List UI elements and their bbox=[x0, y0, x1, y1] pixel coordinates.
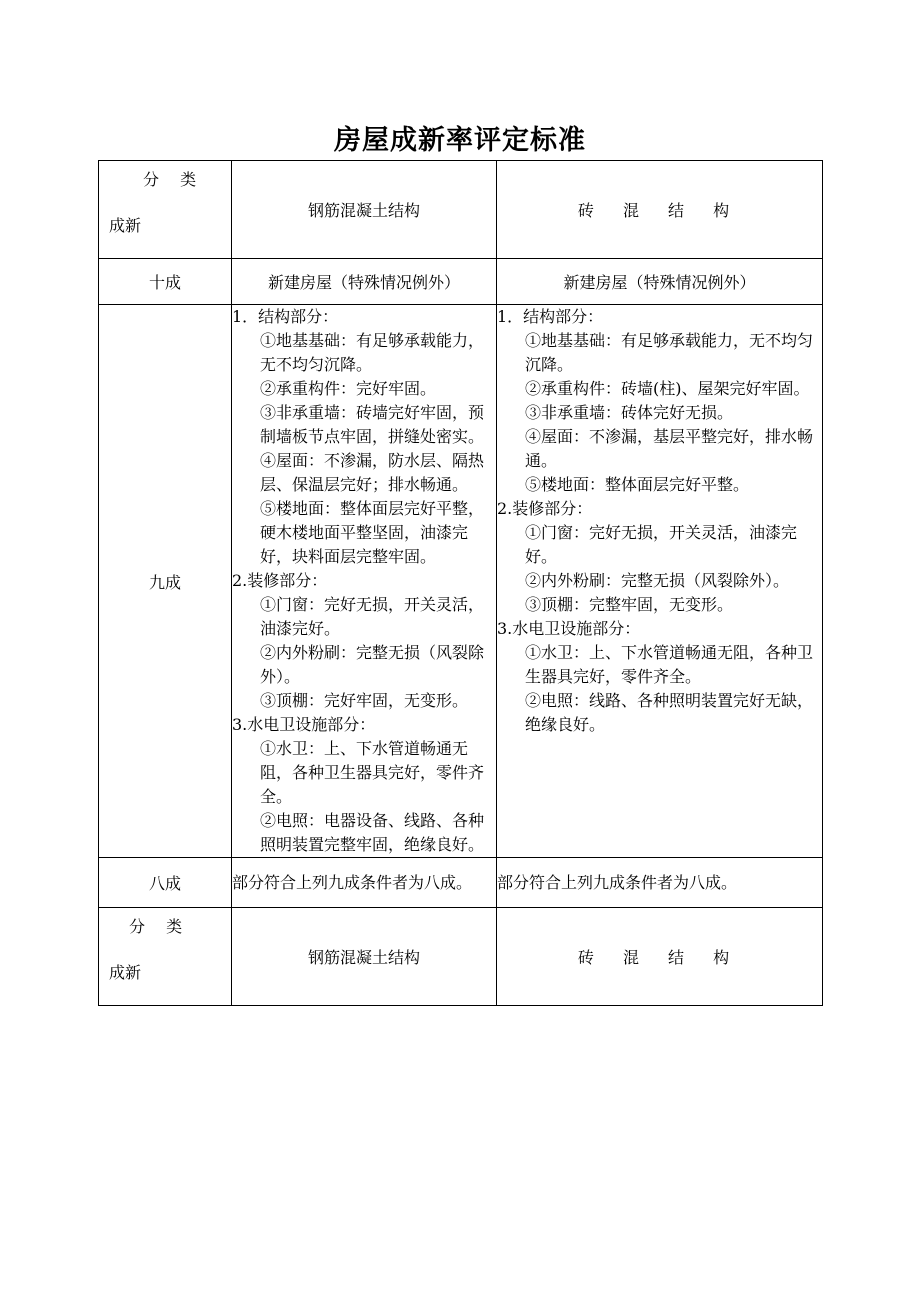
criteria-item: ③非承重墙：砖体完好无损。 bbox=[525, 403, 734, 422]
criteria-item: ⑤楼地面：整体面层完好平整，硬木楼地面平整坚固，油漆完好，块料面层完整牢固。 bbox=[260, 499, 485, 566]
criteria-heading: 2.装修部分： bbox=[232, 571, 328, 590]
grade-ten-label: 十成 bbox=[99, 259, 232, 305]
criteria-item: ①水卫：上、下水管道畅通无阻，各种卫生器具完好，零件齐全。 bbox=[525, 643, 814, 686]
criteria-item: ①门窗：完好无损，开关灵活，油漆完好。 bbox=[260, 595, 485, 638]
footer-header-row bbox=[99, 908, 823, 1006]
criteria-item: ①地基基础：有足够承载能力，无不均匀沉降。 bbox=[525, 331, 814, 374]
nine-rc-content bbox=[232, 305, 497, 858]
corner-grade-label: 成新 bbox=[109, 216, 142, 235]
criteria-item: ②承重构件：完好牢固。 bbox=[260, 379, 437, 398]
criteria-item: ④屋面：不渗漏，基层平整完好，排水畅通。 bbox=[525, 427, 814, 470]
criteria-item: ②电照：线路、各种照明装置完好无缺，绝缘良好。 bbox=[525, 691, 814, 734]
criteria-item: ②内外粉刷：完整无损（风裂除外）。 bbox=[525, 571, 790, 590]
footer-corner-cell bbox=[99, 908, 232, 1006]
criteria-item: ⑤楼地面：整体面层完好平整。 bbox=[525, 475, 750, 494]
grade-nine-label: 九成 bbox=[99, 305, 232, 858]
criteria-item: ②电照：电器设备、线路、各种照明装置完整牢固，绝缘良好。 bbox=[260, 811, 485, 854]
footer-header-brick: 砖 混 结 构 bbox=[497, 908, 823, 1006]
criteria-heading: 1．结构部分： bbox=[232, 307, 339, 326]
criteria-item: ④屋面：不渗漏，防水层、隔热层、保温层完好；排水畅通。 bbox=[260, 451, 485, 494]
header-row bbox=[99, 161, 823, 259]
row-eight bbox=[99, 858, 823, 908]
footer-corner-category-label: 分 类 bbox=[129, 917, 191, 936]
header-rc: 钢筋混凝土结构 bbox=[232, 161, 497, 259]
ten-rc: 新建房屋（特殊情况例外） bbox=[232, 259, 497, 305]
criteria-heading: 3.水电卫设施部分： bbox=[232, 715, 376, 734]
eight-brick: 部分符合上列九成条件者为八成。 bbox=[497, 858, 823, 908]
criteria-item: ③非承重墙：砖墙完好牢固，预制墙板节点牢固，拼缝处密实。 bbox=[260, 403, 485, 446]
grade-eight-label: 八成 bbox=[99, 858, 232, 908]
criteria-item: ③顶棚：完好牢固，无变形。 bbox=[260, 691, 469, 710]
criteria-item: ③顶棚：完整牢固，无变形。 bbox=[525, 595, 734, 614]
criteria-item: ①水卫：上、下水管道畅通无阻，各种卫生器具完好，零件齐全。 bbox=[260, 739, 485, 806]
eight-rc: 部分符合上列九成条件者为八成。 bbox=[232, 858, 497, 908]
criteria-heading: 1．结构部分： bbox=[497, 307, 604, 326]
criteria-item: ②内外粉刷：完整无损（风裂除外）。 bbox=[260, 643, 485, 686]
nine-brick-content bbox=[497, 305, 823, 858]
footer-header-rc: 钢筋混凝土结构 bbox=[232, 908, 497, 1006]
header-brick: 砖 混 结 构 bbox=[497, 161, 823, 259]
corner-cell bbox=[99, 161, 232, 259]
row-ten bbox=[99, 259, 823, 305]
footer-corner-grade-label: 成新 bbox=[109, 963, 142, 982]
criteria-item: ②承重构件：砖墙(柱)、屋架完好牢固。 bbox=[525, 379, 810, 398]
criteria-heading: 2.装修部分： bbox=[497, 499, 593, 518]
criteria-heading: 3.水电卫设施部分： bbox=[497, 619, 641, 638]
row-nine bbox=[99, 305, 823, 858]
standards-table bbox=[98, 160, 823, 1006]
ten-brick: 新建房屋（特殊情况例外） bbox=[497, 259, 823, 305]
corner-category-label: 分 类 bbox=[143, 170, 205, 189]
criteria-item: ①门窗：完好无损，开关灵活，油漆完好。 bbox=[525, 523, 798, 566]
page-title: 房屋成新率评定标准 bbox=[334, 125, 586, 156]
criteria-item: ①地基基础：有足够承载能力，无不均匀沉降。 bbox=[260, 331, 485, 374]
